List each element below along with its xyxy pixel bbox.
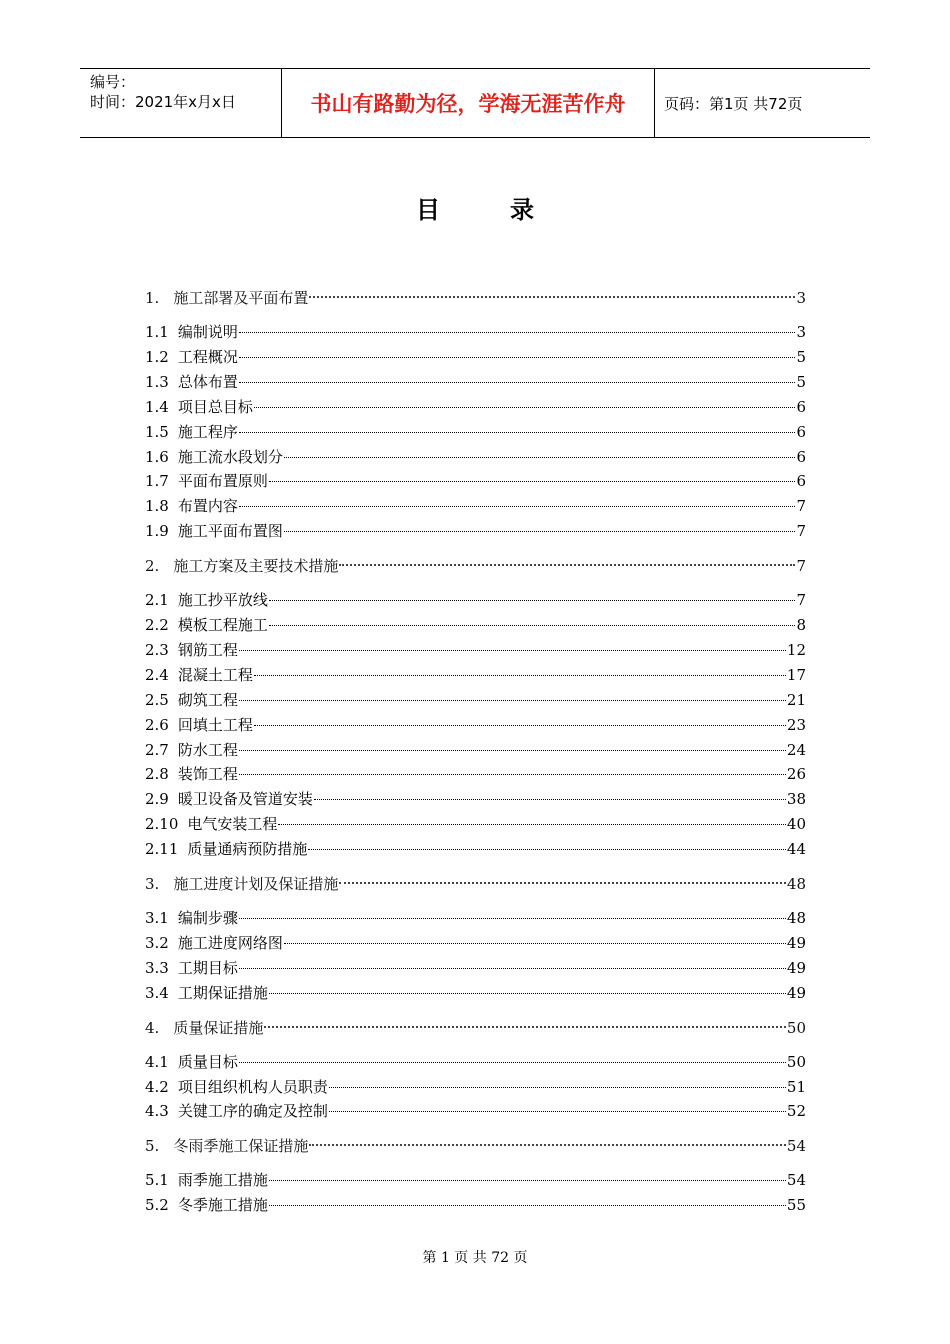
toc-entry-number: 5.1 (145, 1171, 169, 1190)
toc-entry[interactable] (145, 396, 806, 418)
toc-entry-number: 2.5 (145, 690, 169, 709)
toc-entry-page: 23 (786, 715, 806, 734)
toc-entry-label: 施工部署及平面布置 (173, 289, 309, 307)
toc-entry[interactable] (145, 371, 806, 393)
toc-entry[interactable] (145, 321, 806, 343)
toc-entry-page: 26 (786, 765, 806, 784)
toc-entry-label: 暖卫设备及管道安装 (177, 790, 313, 809)
toc-entry-number: 1.8 (145, 497, 169, 516)
toc-entry-page: 21 (786, 690, 806, 709)
toc-entry-number: 2.6 (145, 715, 169, 734)
toc-entry-page: 51 (786, 1077, 806, 1096)
toc-leader-dots (239, 382, 796, 383)
toc-leader-dots (329, 1087, 786, 1088)
toc-entry-page: 49 (786, 933, 806, 952)
toc-entry-number: 3.4 (145, 983, 169, 1002)
toc-entry[interactable] (145, 932, 806, 954)
toc-leader-dots (309, 296, 795, 298)
toc-leader-dots (239, 774, 786, 775)
toc-entry-label: 装饰工程 (177, 765, 238, 784)
toc-entry-label: 质量通病预防措施 (187, 840, 308, 859)
toc-entry-page: 48 (786, 909, 806, 927)
toc-entry-number: 2.7 (145, 740, 169, 759)
toc-leader-dots (284, 457, 796, 458)
toc-entry-number: 4.1 (145, 1052, 169, 1071)
toc-entry-page: 38 (786, 790, 806, 809)
toc-entry-label: 关键工序的确定及控制 (177, 1102, 328, 1121)
toc-entry[interactable] (145, 639, 806, 661)
toc-entry-number: 2.4 (145, 665, 169, 684)
toc-entry-number: 1.7 (145, 472, 169, 491)
toc-entry-label: 施工抄平放线 (177, 591, 268, 610)
toc-leader-dots (284, 943, 786, 944)
toc-entry[interactable] (145, 838, 806, 860)
toc-entry-page: 50 (786, 1052, 806, 1071)
toc-leader-dots (269, 481, 796, 482)
toc-leader-dots (239, 506, 796, 507)
header-motto: 书山有路勤为径，学海无涯苦作舟 (282, 69, 655, 137)
toc-entry-label: 布置内容 (177, 497, 238, 516)
toc-entry[interactable] (145, 982, 806, 1004)
toc-entry-page: 44 (786, 840, 806, 859)
number-label: 编号： (90, 73, 136, 91)
toc-entry-label: 质量目标 (177, 1052, 238, 1071)
toc-entry-number: 2.3 (145, 640, 169, 659)
toc-leader-dots (264, 1026, 786, 1028)
toc-leader-dots (239, 1062, 786, 1063)
toc-entry-page: 3 (796, 323, 806, 341)
toc-entry-label: 钢筋工程 (177, 640, 238, 659)
header-meta (80, 69, 282, 137)
toc-entry-number: 1.3 (145, 372, 169, 391)
toc-entry[interactable] (145, 788, 806, 810)
toc-entry-label: 编制说明 (177, 323, 238, 341)
toc-entry[interactable] (145, 614, 806, 636)
toc-entry-label: 施工平面布置图 (177, 522, 283, 541)
toc-entry-number: 3.1 (145, 909, 169, 927)
toc-leader-dots (254, 675, 786, 676)
toc-entry-label: 施工进度网络图 (177, 933, 283, 952)
toc-entry-number: 4.3 (145, 1102, 169, 1121)
toc-chapter-entry[interactable] (145, 1017, 806, 1039)
toc-chapter-entry[interactable] (145, 287, 806, 309)
page-footer: 第 1 页 共 72 页 (422, 1250, 528, 1266)
toc-entry[interactable] (145, 1100, 806, 1122)
toc-leader-dots (308, 849, 785, 850)
toc-entry-label: 总体布置 (177, 372, 238, 391)
toc-entry-page: 12 (786, 640, 806, 659)
toc-title-char-1: 目 (416, 196, 440, 224)
time-label: 时间：2021年x月x日 (90, 93, 236, 111)
toc-title (0, 190, 950, 225)
toc-entry-page: 54 (786, 1171, 806, 1190)
toc-entry-label: 工期目标 (177, 958, 238, 977)
toc-entry-label: 施工程序 (177, 422, 238, 441)
toc-entry-number: 1. (145, 289, 160, 307)
toc-entry-label: 模板工程施工 (177, 616, 268, 634)
toc-entry-number: 1.6 (145, 447, 169, 466)
toc-entry-label: 编制步骤 (177, 909, 238, 927)
toc-leader-dots (239, 750, 786, 751)
toc-entry-page: 52 (786, 1102, 806, 1121)
toc-entry-number: 2. (145, 557, 160, 576)
toc-entry-number: 2.10 (145, 815, 179, 834)
toc-entry-page: 48 (786, 875, 806, 893)
toc-entry[interactable] (145, 664, 806, 686)
toc-entry[interactable] (145, 346, 806, 368)
toc-entry[interactable] (145, 589, 806, 611)
toc-leader-dots (239, 357, 796, 358)
toc-entry-label: 施工进度计划及保证措施 (173, 875, 339, 893)
toc-entry-label: 回填土工程 (177, 715, 253, 734)
toc-leader-dots (239, 918, 786, 919)
toc-entry[interactable] (145, 470, 806, 492)
toc-entry-page: 50 (786, 1018, 806, 1037)
toc-entry[interactable] (145, 689, 806, 711)
toc-entry-page: 54 (786, 1137, 806, 1156)
toc-chapter-entry[interactable] (145, 1135, 806, 1157)
toc-entry-page: 40 (786, 815, 806, 834)
toc-entry-page: 6 (796, 397, 806, 416)
toc-entry-page: 49 (786, 958, 806, 977)
toc-entry-page: 24 (786, 740, 806, 759)
toc-entry-label: 工期保证措施 (177, 983, 268, 1002)
toc-entry-page: 7 (796, 522, 806, 541)
toc-leader-dots (239, 332, 796, 333)
toc-leader-dots (339, 882, 786, 884)
toc-entry-label: 施工流水段划分 (177, 447, 283, 466)
toc-entry-page: 7 (796, 497, 806, 516)
toc-leader-dots (254, 407, 796, 408)
toc-entry-page: 7 (796, 591, 806, 610)
toc-entry-page: 5 (796, 372, 806, 391)
toc-entry-number: 2.9 (145, 790, 169, 809)
toc-entry[interactable] (145, 714, 806, 736)
toc-leader-dots (329, 1111, 786, 1112)
toc-leader-dots (239, 968, 786, 969)
toc-leader-dots (269, 625, 796, 626)
toc-entry-number: 2.8 (145, 765, 169, 784)
toc-entry-page: 6 (796, 447, 806, 466)
toc-entry-number: 1.2 (145, 347, 169, 366)
toc-entry[interactable] (145, 446, 806, 468)
header-page-info: 页码：第1页 共72页 (664, 94, 803, 113)
toc-entry-label: 平面布置原则 (177, 472, 268, 491)
toc-leader-dots (239, 432, 796, 433)
toc-entry-label: 砌筑工程 (177, 690, 238, 709)
toc-entry[interactable] (145, 907, 806, 929)
toc-entry-number: 1.4 (145, 397, 169, 416)
toc-entry[interactable] (145, 739, 806, 761)
toc-entry-page: 6 (796, 472, 806, 491)
toc-leader-dots (254, 725, 786, 726)
toc-entry-number: 5.2 (145, 1196, 169, 1215)
toc-entry-number: 1.1 (145, 323, 169, 341)
page-header (80, 68, 870, 138)
toc-entry-number: 5. (145, 1137, 160, 1156)
toc-entry[interactable] (145, 1076, 806, 1098)
toc-leader-dots (284, 531, 796, 532)
toc-entry[interactable] (145, 1051, 806, 1073)
toc-chapter-entry[interactable] (145, 873, 806, 895)
toc-entry[interactable] (145, 957, 806, 979)
toc-leader-dots (314, 799, 786, 800)
toc-entry-label: 冬雨季施工保证措施 (173, 1137, 309, 1156)
toc-entry-number: 3.3 (145, 958, 169, 977)
toc-entry-label: 项目组织机构人员职责 (177, 1077, 328, 1096)
toc-entry-number: 2.2 (145, 616, 169, 634)
toc-entry-label: 施工方案及主要技术措施 (173, 557, 339, 576)
toc-entry[interactable] (145, 1194, 806, 1216)
toc-entry-number: 2.1 (145, 591, 169, 610)
toc-entry[interactable] (145, 421, 806, 443)
toc-entry-label: 混凝土工程 (177, 665, 253, 684)
toc-leader-dots (278, 824, 785, 825)
toc-entry-label: 防水工程 (177, 740, 238, 759)
toc-leader-dots (269, 993, 786, 994)
toc-entry[interactable] (145, 1169, 806, 1191)
toc-entry-page: 49 (786, 983, 806, 1002)
toc-entry-number: 2.11 (145, 840, 179, 859)
toc-entry-number: 3.2 (145, 933, 169, 952)
toc-entry-label: 雨季施工措施 (177, 1171, 268, 1190)
toc-entry-label: 工程概况 (177, 347, 238, 366)
toc-entry-page: 17 (786, 665, 806, 684)
toc-entry-number: 4. (145, 1018, 160, 1037)
toc-entry[interactable] (145, 813, 806, 835)
toc-entry[interactable] (145, 495, 806, 517)
toc-leader-dots (269, 600, 796, 601)
toc-entry-number: 4.2 (145, 1077, 169, 1096)
toc-entry-number: 1.5 (145, 422, 169, 441)
toc-title-char-2: 录 (510, 196, 534, 224)
toc-entry-page: 5 (796, 347, 806, 366)
toc-entry-page: 7 (796, 557, 806, 576)
toc-entry-number: 1.9 (145, 522, 169, 541)
toc-entry-page: 55 (786, 1196, 806, 1215)
toc-entry-page: 6 (796, 422, 806, 441)
toc-leader-dots (239, 700, 786, 701)
toc-leader-dots (239, 650, 786, 651)
toc-entry-label: 项目总目标 (177, 397, 253, 416)
toc-leader-dots (309, 1144, 786, 1146)
toc-leader-dots (269, 1180, 786, 1181)
toc-chapter-entry[interactable] (145, 555, 806, 577)
toc-entry-label: 质量保证措施 (173, 1018, 264, 1037)
toc-entry-number: 3. (145, 875, 160, 893)
toc-entry[interactable] (145, 520, 806, 542)
toc-leader-dots (339, 564, 795, 566)
toc-entry-label: 冬季施工措施 (177, 1196, 268, 1215)
toc-entry-page: 8 (796, 616, 806, 634)
toc-entry-page: 3 (796, 289, 806, 307)
toc-entry[interactable] (145, 763, 806, 785)
toc-leader-dots (269, 1205, 786, 1206)
toc-entry-label: 电气安装工程 (187, 815, 278, 834)
